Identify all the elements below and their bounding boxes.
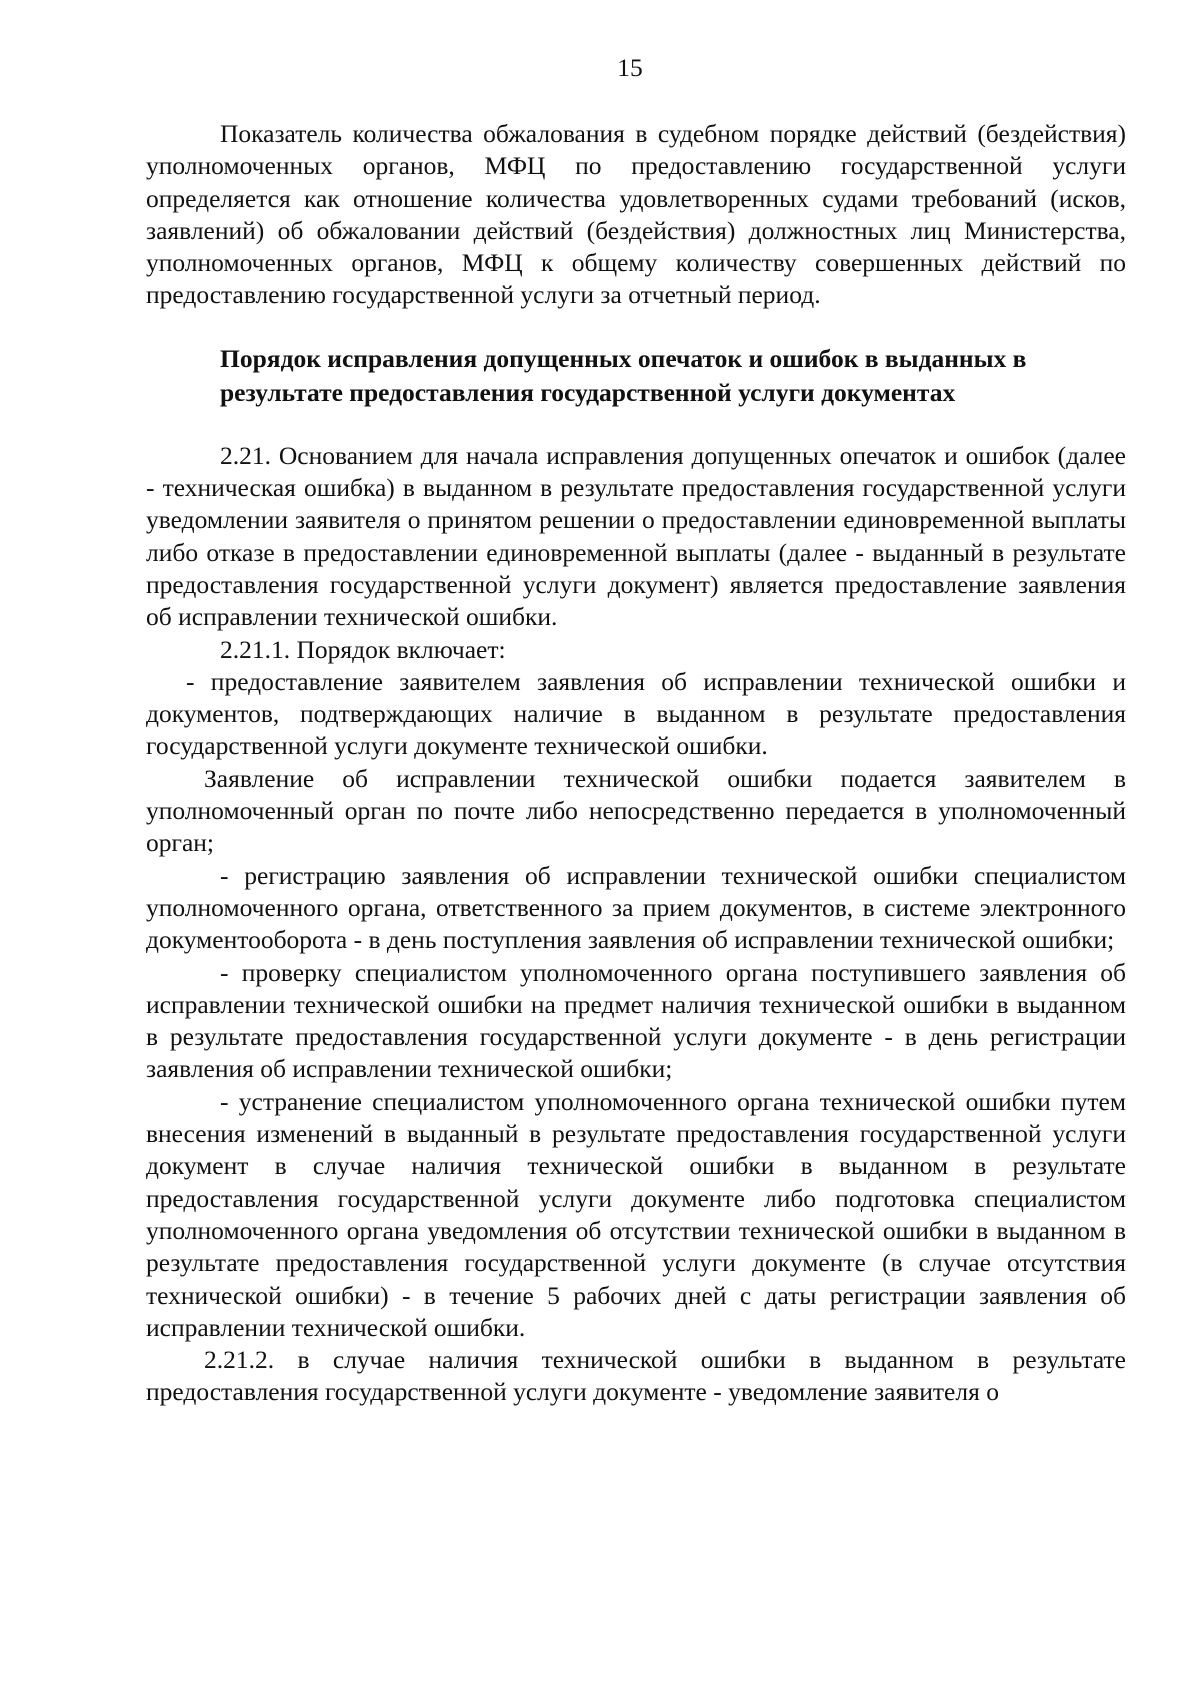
document-body — [146, 118, 1126, 1409]
paragraph-2-21-2: 2.21.2. в случае наличия технической ошибки в выданном в результате предоставления государственной услуги документе - уведомление заявителя о — [146, 1345, 1126, 1407]
paragraph-2-21: 2.21. Основанием для начала исправления допущенных опечаток и ошибок (далее - техническая ошибка) в выданном в результате предоставления государственной услуги уведомлении заявителя о принятом решении о предоставлении единовременной выплаты либо отказе в предоставлении единовременной выплаты (далее - выданный в результате предоставления государственной услуги документ) является предоставление заявления об исправлении технической ошибки. — [146, 440, 1126, 632]
list-item-verification: - проверку специалистом уполномоченного органа поступившего заявления об исправлении технической ошибки на предмет наличия технической ошибки в выданном в результате предоставления государственной услуги документе - в день регистрации заявления об исправлении технической ошибки; — [146, 957, 1126, 1084]
section-heading: Порядок исправления допущенных опечаток и ошибок в выданных в результате предоставления государственной услуги документах — [220, 343, 1027, 407]
list-item-correction: - устранение специалистом уполномоченного органа технической ошибки путем внесения изменений в выданный в результате предоставления государственной услуги документ в случае наличия технической ошибки в выданном в результате предоставления государственной услуги документе либо подготовка специалистом уполномоченного органа уведомления об отсутствии технической ошибки в выданном в результате предоставления государственной услуги документе (в случае отсутствия технической ошибки) - в течение 5 рабочих дней с даты регистрации заявления об исправлении технической ошибки. — [146, 1086, 1126, 1342]
paragraph-application-delivery: Заявление об исправлении технической ошибки подается заявителем в уполномоченный орган по почте либо непосредственно передается в уполномоченный орган; — [146, 763, 1126, 858]
list-item-submission: - предоставление заявителем заявления об исправлении технической ошибки и документов, подтверждающих наличие в выданном в результате предоставления государственной услуги документе технической ошибки. — [146, 666, 1126, 761]
paragraph-2-21-1: 2.21.1. Порядок включает: — [220, 634, 506, 664]
page-number: 15 — [617, 53, 643, 82]
list-item-registration: - регистрацию заявления об исправлении технической ошибки специалистом уполномоченного органа, ответственного за прием документов, в системе электронного документооборота - в день поступления заявления об исправлении технической ошибки; — [146, 860, 1126, 955]
paragraph-appeal-indicator: Показатель количества обжалования в судебном порядке действий (бездействия) уполномоченных органов, МФЦ по предоставлению государственной услуги определяется как отношение количества удовлетворенных судами требований (исков, заявлений) об обжаловании действий (бездействия) должностных лиц Министерства, уполномоченных органов, МФЦ к общему количеству совершенных действий по предоставлению государственной услуги за отчетный период. — [146, 119, 1126, 310]
